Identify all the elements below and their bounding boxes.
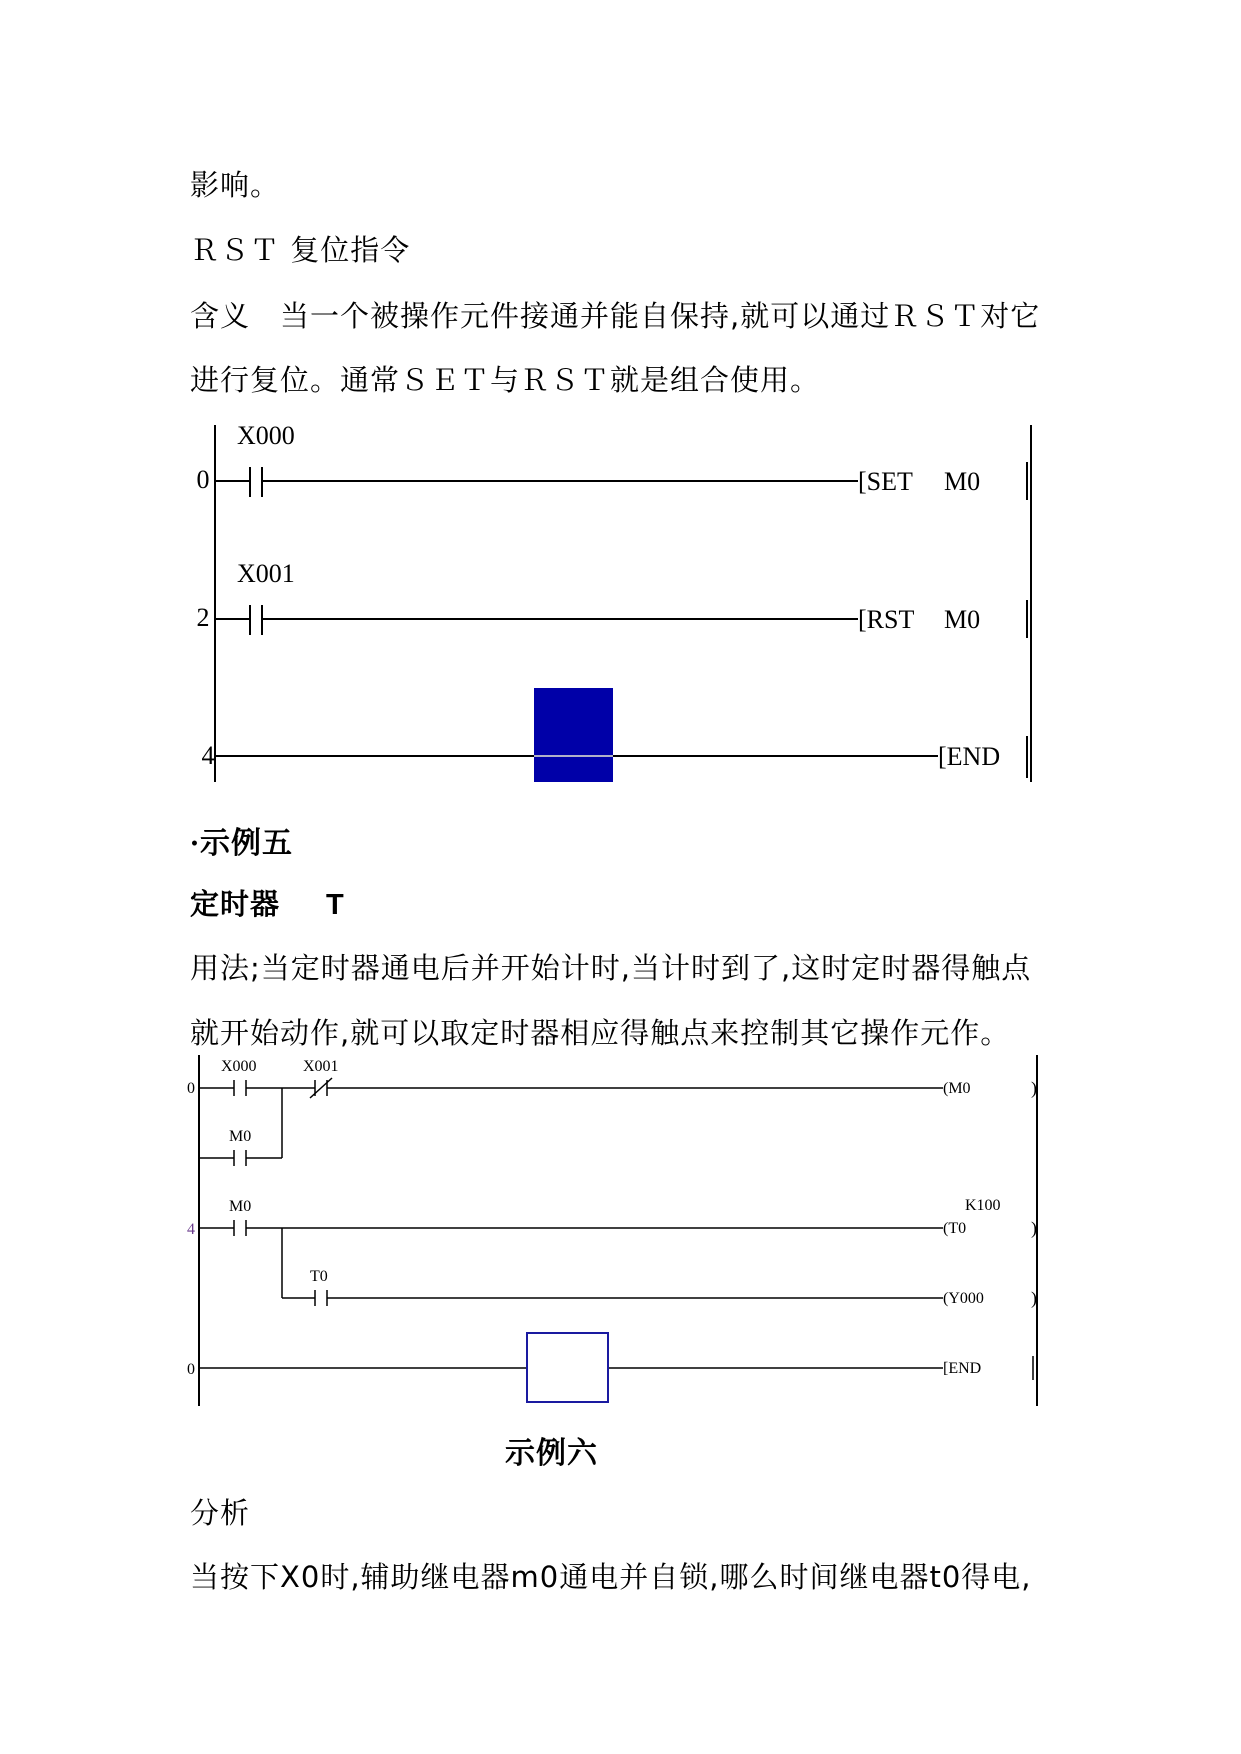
contact-label: X001 [303, 1058, 339, 1075]
cursor-box [527, 1333, 608, 1402]
coil-close: ) [1031, 1218, 1037, 1238]
coil-close: ) [1031, 1078, 1037, 1098]
step-number: 0 [187, 1080, 195, 1097]
section-heading-timer: 定时器 T [190, 887, 345, 921]
contact-label: X001 [237, 559, 295, 588]
operand-label: M0 [944, 605, 981, 634]
contact-label: M0 [229, 1128, 252, 1145]
paragraph-text: 含义 当一个被操作元件接通并能自保持,就可以通过ＲＳＴ对它 [190, 299, 1041, 333]
coil-label: (T0 [943, 1220, 967, 1237]
paragraph-text: 进行复位。通常ＳＥＴ与ＲＳＴ就是组合使用。 [190, 363, 821, 397]
instruction-label: [RST [858, 605, 915, 634]
contact-label: X000 [237, 421, 295, 450]
contact-label: M0 [229, 1198, 252, 1215]
paragraph-text: 就开始动作,就可以取定时器相应得触点来控制其它操作元作。 [190, 1016, 1011, 1050]
paragraph-text: 当按下X0时,辅助继电器m0通电并自锁,哪么时间继电器t0得电, [190, 1560, 1032, 1594]
step-number: 0 [187, 1361, 195, 1378]
contact-label: T0 [310, 1268, 328, 1285]
coil-label: (M0 [943, 1080, 971, 1097]
step-number: 2 [196, 603, 210, 632]
figure-caption: 示例六 [505, 1436, 598, 1471]
instruction-label: [END [938, 742, 1001, 771]
coil-close: ) [1031, 1288, 1037, 1308]
instruction-label: [SET [858, 467, 913, 496]
instruction-label: [END [943, 1360, 982, 1377]
operand-label: M0 [944, 467, 981, 496]
paragraph-text: 用法;当定时器通电后并开始计时,当计时到了,这时定时器得触点 [190, 951, 1032, 985]
paragraph-text: 影响。 [190, 168, 281, 202]
example-heading: •示例五 [190, 826, 293, 861]
section-heading-rst: ＲＳＴ 复位指令 [190, 233, 411, 267]
step-number: 4 [187, 1221, 195, 1238]
contact-label: X000 [221, 1058, 257, 1075]
coil-label: (Y000 [943, 1290, 984, 1307]
setting-label: K100 [965, 1197, 1001, 1214]
step-number: 0 [196, 465, 210, 494]
paragraph-text: 分析 [190, 1496, 251, 1530]
step-number: 4 [201, 741, 215, 770]
